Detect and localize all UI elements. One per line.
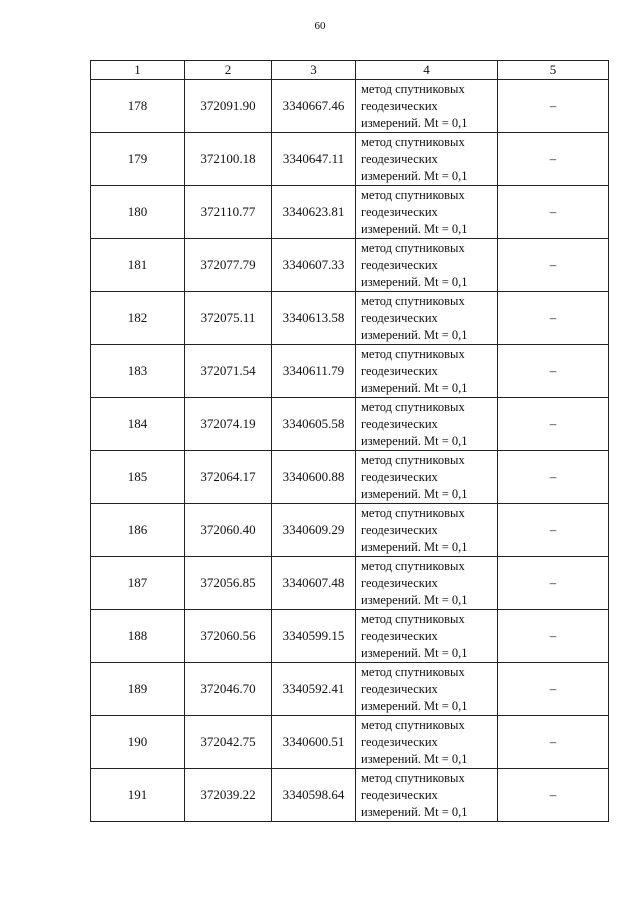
method-line-3: измерений. Mt = 0,1 <box>361 539 468 554</box>
method-line-2: геодезических <box>361 363 438 378</box>
method-line-2: геодезических <box>361 469 438 484</box>
x-coordinate-cell: 372110.77 <box>185 186 272 239</box>
method-line-1: метод спутниковых <box>361 505 465 520</box>
method-line-2: геодезических <box>361 98 438 113</box>
method-line-2: геодезических <box>361 151 438 166</box>
x-coordinate-cell: 372060.40 <box>185 504 272 557</box>
point-number-cell: 187 <box>91 557 185 610</box>
method-line-3: измерений. Mt = 0,1 <box>361 486 468 501</box>
point-number-cell: 181 <box>91 239 185 292</box>
table-row <box>91 716 609 769</box>
method-line-3: измерений. Mt = 0,1 <box>361 592 468 607</box>
method-line-1: метод спутниковых <box>361 187 465 202</box>
table-row <box>91 133 609 186</box>
point-number-cell: 186 <box>91 504 185 557</box>
column-header-5: 5 <box>498 61 609 80</box>
x-coordinate-cell: 372091.90 <box>185 80 272 133</box>
header-row <box>91 61 609 80</box>
method-line-3: измерений. Mt = 0,1 <box>361 804 468 819</box>
method-line-2: геодезических <box>361 204 438 219</box>
y-coordinate-cell: 3340623.81 <box>272 186 356 239</box>
y-coordinate-cell: 3340598.64 <box>272 769 356 822</box>
y-coordinate-cell: 3340607.33 <box>272 239 356 292</box>
table-row <box>91 80 609 133</box>
method-cell <box>356 610 498 663</box>
method-line-1: метод спутниковых <box>361 346 465 361</box>
method-line-3: измерений. Mt = 0,1 <box>361 698 468 713</box>
method-line-3: измерений. Mt = 0,1 <box>361 221 468 236</box>
method-cell <box>356 663 498 716</box>
column-5-cell: – <box>498 557 609 610</box>
point-number-cell: 185 <box>91 451 185 504</box>
table-row <box>91 292 609 345</box>
method-line-2: геодезических <box>361 628 438 643</box>
point-number-cell: 184 <box>91 398 185 451</box>
table-header <box>91 61 609 80</box>
method-line-2: геодезических <box>361 734 438 749</box>
method-cell <box>356 398 498 451</box>
point-number-cell: 191 <box>91 769 185 822</box>
x-coordinate-cell: 372074.19 <box>185 398 272 451</box>
point-number-cell: 178 <box>91 80 185 133</box>
method-cell <box>356 504 498 557</box>
method-line-1: метод спутниковых <box>361 664 465 679</box>
point-number-cell: 179 <box>91 133 185 186</box>
method-line-1: метод спутниковых <box>361 81 465 96</box>
method-line-1: метод спутниковых <box>361 558 465 573</box>
table-row <box>91 451 609 504</box>
table-row <box>91 398 609 451</box>
y-coordinate-cell: 3340599.15 <box>272 610 356 663</box>
y-coordinate-cell: 3340605.58 <box>272 398 356 451</box>
table-row <box>91 769 609 822</box>
column-5-cell: – <box>498 769 609 822</box>
x-coordinate-cell: 372077.79 <box>185 239 272 292</box>
y-coordinate-cell: 3340611.79 <box>272 345 356 398</box>
column-5-cell: – <box>498 504 609 557</box>
method-line-2: геодезических <box>361 416 438 431</box>
column-5-cell: – <box>498 292 609 345</box>
x-coordinate-cell: 372039.22 <box>185 769 272 822</box>
point-number-cell: 183 <box>91 345 185 398</box>
y-coordinate-cell: 3340592.41 <box>272 663 356 716</box>
method-cell <box>356 80 498 133</box>
method-line-1: метод спутниковых <box>361 293 465 308</box>
method-line-1: метод спутниковых <box>361 717 465 732</box>
y-coordinate-cell: 3340609.29 <box>272 504 356 557</box>
column-5-cell: – <box>498 186 609 239</box>
point-number-cell: 188 <box>91 610 185 663</box>
table-row <box>91 504 609 557</box>
method-cell <box>356 239 498 292</box>
table-body <box>91 80 609 822</box>
column-5-cell: – <box>498 133 609 186</box>
column-5-cell: – <box>498 610 609 663</box>
method-line-2: геодезических <box>361 681 438 696</box>
table-row <box>91 557 609 610</box>
column-header-3: 3 <box>272 61 356 80</box>
method-line-2: геодезических <box>361 310 438 325</box>
method-line-2: геодезических <box>361 575 438 590</box>
method-line-2: геодезических <box>361 787 438 802</box>
x-coordinate-cell: 372100.18 <box>185 133 272 186</box>
method-cell <box>356 186 498 239</box>
x-coordinate-cell: 372060.56 <box>185 610 272 663</box>
method-cell <box>356 769 498 822</box>
method-cell <box>356 716 498 769</box>
method-line-1: метод спутниковых <box>361 134 465 149</box>
method-line-1: метод спутниковых <box>361 240 465 255</box>
x-coordinate-cell: 372075.11 <box>185 292 272 345</box>
x-coordinate-cell: 372056.85 <box>185 557 272 610</box>
method-line-3: измерений. Mt = 0,1 <box>361 645 468 660</box>
method-cell <box>356 292 498 345</box>
column-5-cell: – <box>498 239 609 292</box>
table-row <box>91 663 609 716</box>
method-cell <box>356 345 498 398</box>
method-cell <box>356 557 498 610</box>
method-cell <box>356 451 498 504</box>
method-line-1: метод спутниковых <box>361 770 465 785</box>
y-coordinate-cell: 3340647.11 <box>272 133 356 186</box>
table-row <box>91 186 609 239</box>
column-5-cell: – <box>498 398 609 451</box>
x-coordinate-cell: 372042.75 <box>185 716 272 769</box>
y-coordinate-cell: 3340600.51 <box>272 716 356 769</box>
column-header-1: 1 <box>91 61 185 80</box>
method-line-3: измерений. Mt = 0,1 <box>361 115 468 130</box>
coordinates-table <box>90 60 609 822</box>
y-coordinate-cell: 3340667.46 <box>272 80 356 133</box>
column-5-cell: – <box>498 663 609 716</box>
method-line-2: геодезических <box>361 257 438 272</box>
point-number-cell: 190 <box>91 716 185 769</box>
table-row <box>91 610 609 663</box>
y-coordinate-cell: 3340600.88 <box>272 451 356 504</box>
method-line-1: метод спутниковых <box>361 399 465 414</box>
method-line-1: метод спутниковых <box>361 611 465 626</box>
table-row <box>91 345 609 398</box>
table-row <box>91 239 609 292</box>
method-line-3: измерений. Mt = 0,1 <box>361 380 468 395</box>
y-coordinate-cell: 3340613.58 <box>272 292 356 345</box>
column-5-cell: – <box>498 80 609 133</box>
column-header-4: 4 <box>356 61 498 80</box>
column-5-cell: – <box>498 345 609 398</box>
point-number-cell: 180 <box>91 186 185 239</box>
method-line-2: геодезических <box>361 522 438 537</box>
method-line-3: измерений. Mt = 0,1 <box>361 433 468 448</box>
method-line-3: измерений. Mt = 0,1 <box>361 274 468 289</box>
method-cell <box>356 133 498 186</box>
point-number-cell: 189 <box>91 663 185 716</box>
method-line-1: метод спутниковых <box>361 452 465 467</box>
page-number: 60 <box>314 20 326 32</box>
column-5-cell: – <box>498 716 609 769</box>
point-number-cell: 182 <box>91 292 185 345</box>
method-line-3: измерений. Mt = 0,1 <box>361 751 468 766</box>
column-header-2: 2 <box>185 61 272 80</box>
x-coordinate-cell: 372064.17 <box>185 451 272 504</box>
method-line-3: измерений. Mt = 0,1 <box>361 327 468 342</box>
column-5-cell: – <box>498 451 609 504</box>
x-coordinate-cell: 372071.54 <box>185 345 272 398</box>
x-coordinate-cell: 372046.70 <box>185 663 272 716</box>
y-coordinate-cell: 3340607.48 <box>272 557 356 610</box>
method-line-3: измерений. Mt = 0,1 <box>361 168 468 183</box>
